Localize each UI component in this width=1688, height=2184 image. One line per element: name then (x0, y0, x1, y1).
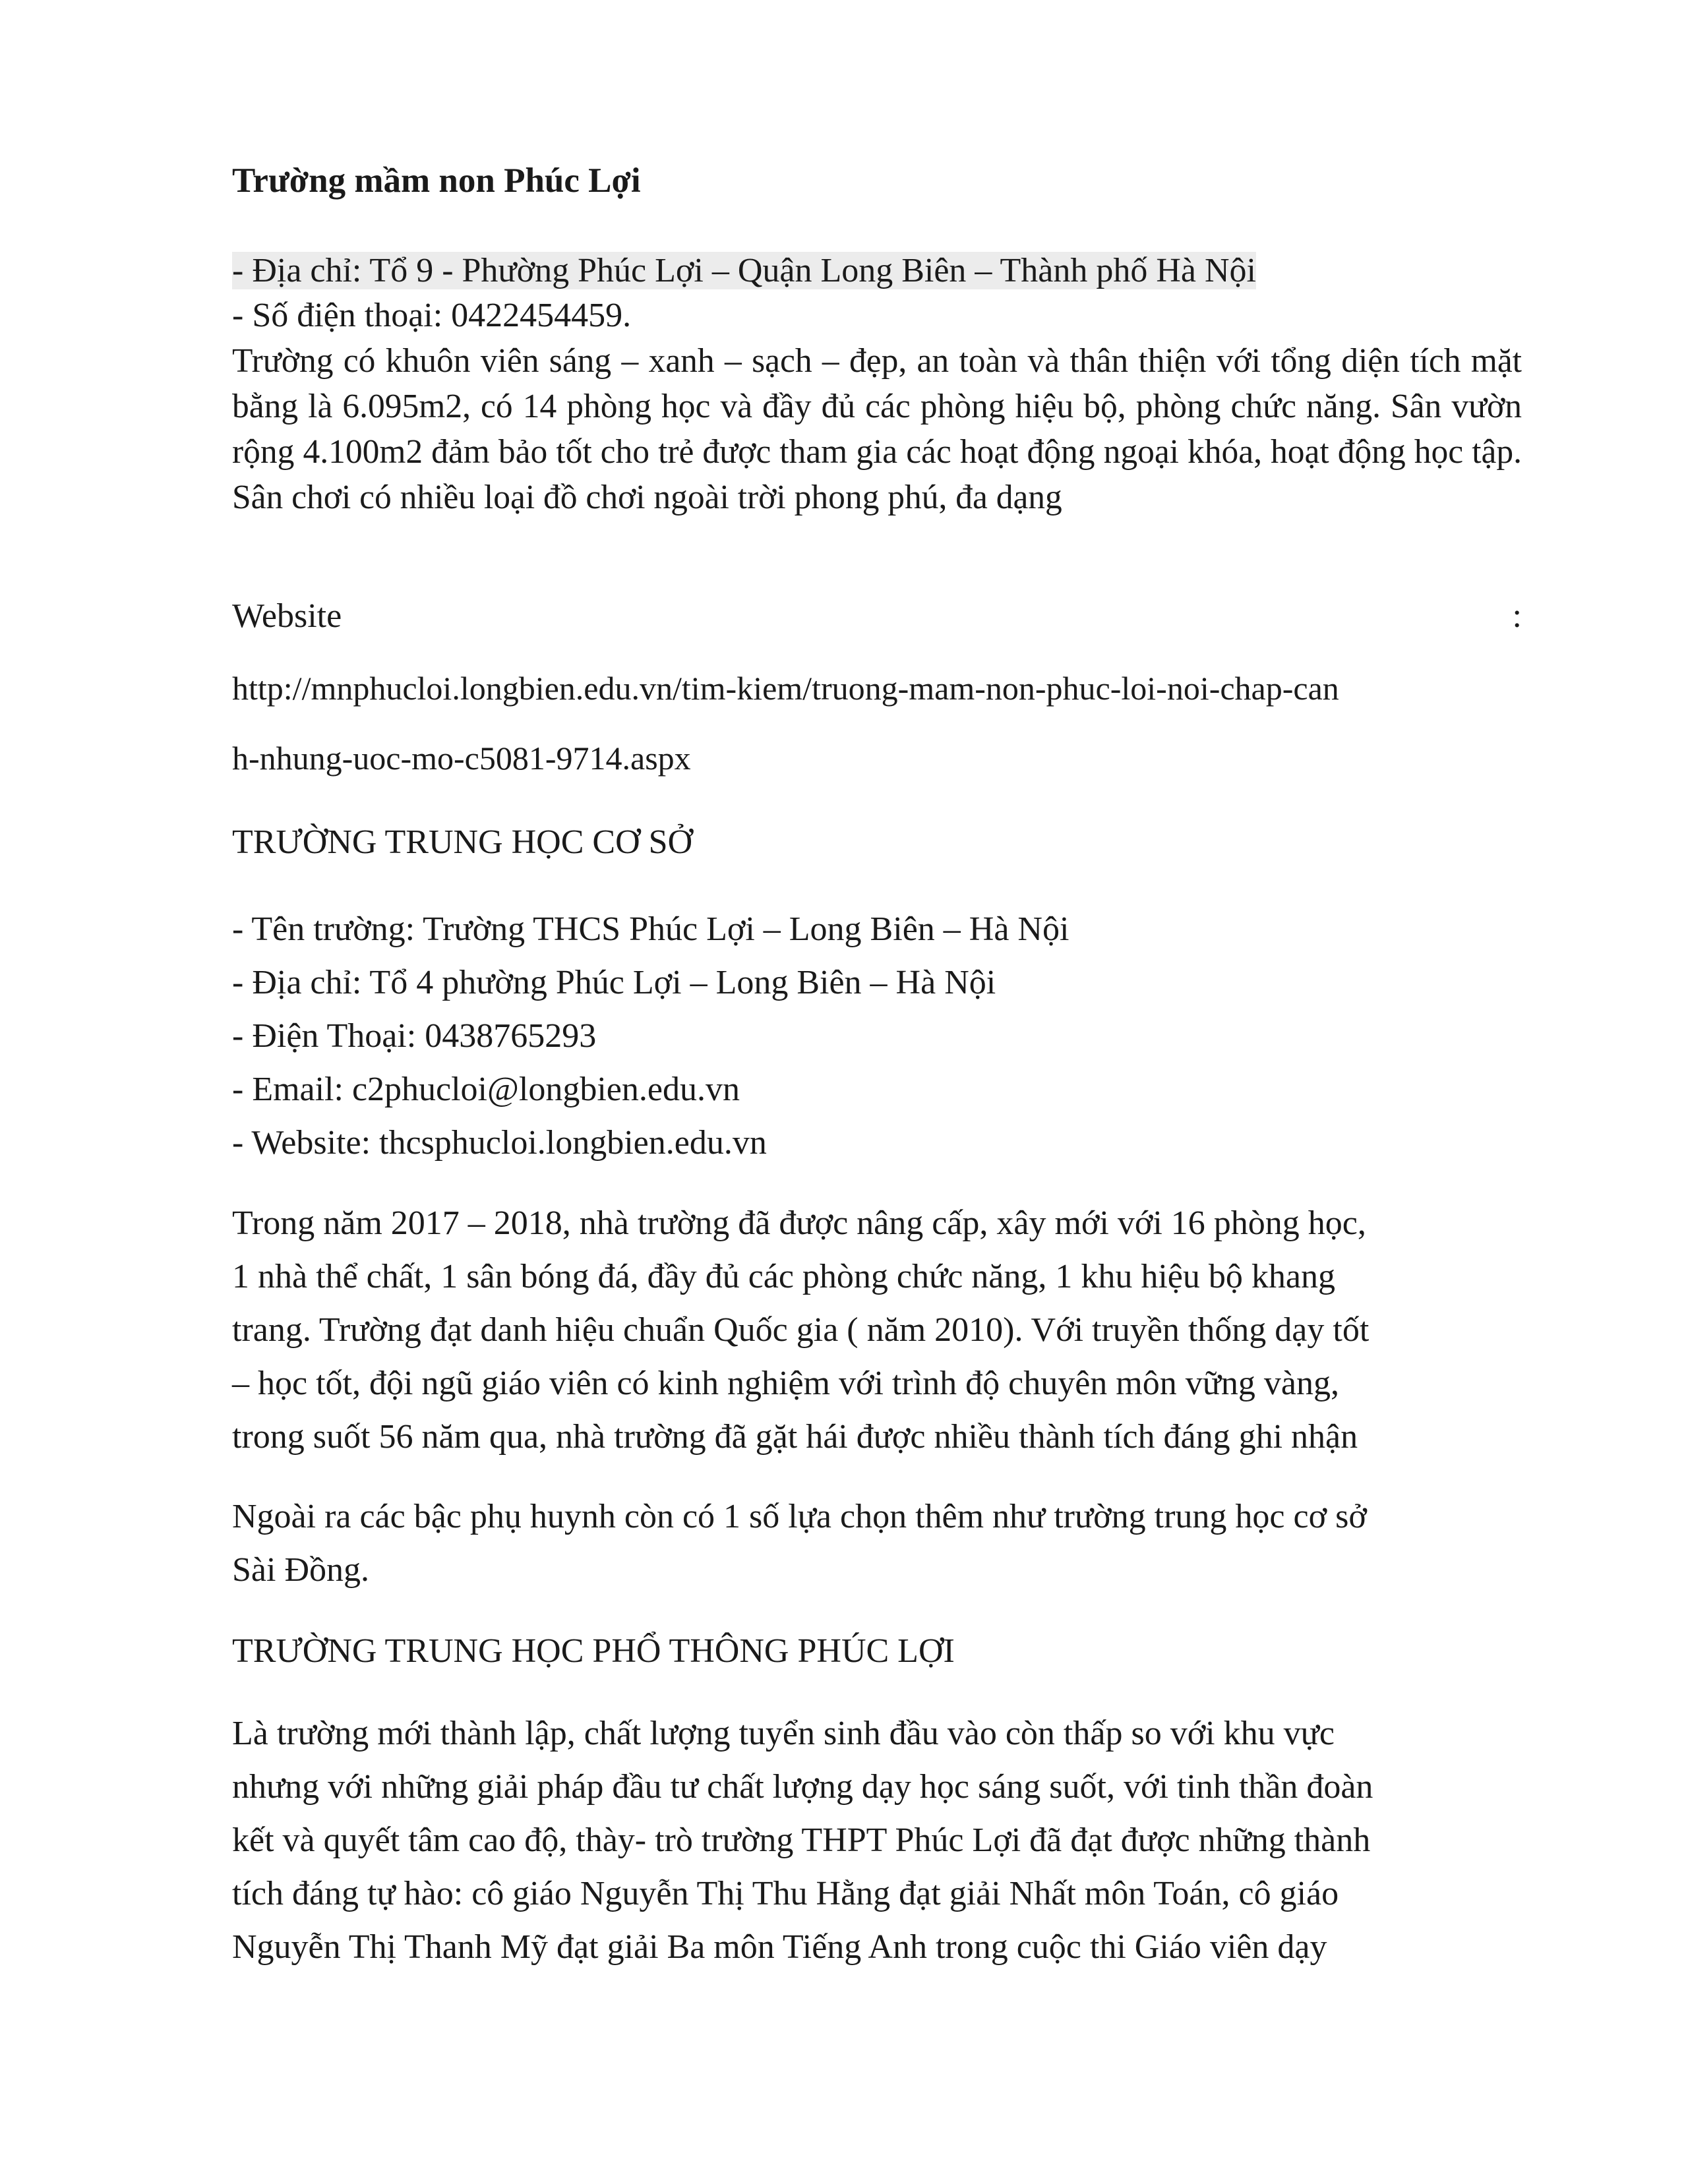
kindergarten-website-row (232, 593, 1522, 639)
secondary-heading: TRƯỜNG TRUNG HỌC CƠ SỞ (232, 823, 693, 861)
secondary-description-line: – học tốt, đội ngũ giáo viên có kinh nghiệm với trình độ chuyên môn vững vàng, (232, 1365, 1340, 1402)
document-page (232, 0, 1522, 2184)
secondary-name: - Tên trường: Trường THCS Phúc Lợi – Long Biên – Hà Nội (232, 910, 1070, 948)
highschool-description-line: Nguyễn Thị Thanh Mỹ đạt giải Ba môn Tiếng Anh trong cuộc thi Giáo viên dạy (232, 1928, 1327, 1966)
highschool-description-line: kết và quyết tâm cao độ, thày- trò trường THPT Phúc Lợi đã đạt được những thành (232, 1821, 1371, 1859)
website-colon: : (1512, 597, 1522, 635)
kindergarten-address-line (232, 248, 1522, 293)
secondary-description-line: 1 nhà thể chất, 1 sân bóng đá, đầy đủ các phòng chức năng, 1 khu hiệu bộ khang (232, 1258, 1335, 1295)
secondary-email: - Email: c2phucloi@longbien.edu.vn (232, 1071, 740, 1108)
secondary-website: - Website: thcsphucloi.longbien.edu.vn (232, 1124, 767, 1162)
kindergarten-website-url-line1: http://mnphucloi.longbien.edu.vn/tim-kiem/truong-mam-non-phuc-loi-noi-chap-can (232, 670, 1339, 707)
secondary-address: - Địa chỉ: Tổ 4 phường Phúc Lợi – Long Biên – Hà Nội (232, 964, 996, 1001)
secondary-other-line: Sài Đồng. (232, 1551, 369, 1589)
secondary-description-line: trong suốt 56 năm qua, nhà trường đã gặt hái được nhiều thành tích đáng ghi nhận (232, 1418, 1358, 1456)
kindergarten-description: Trường có khuôn viên sáng – xanh – sạch – đẹp, an toàn và thân thiện với tổng diện tích mặt bằng là 6.095m2, có 14 phòng học và đầy đủ các phòng hiệu bộ, phòng chức năng. Sân vườn rộng 4.100m2 đảm bảo tốt cho trẻ được tham gia các hoạt động ngoại khóa, hoạt động học tập. Sân chơi có nhiều loại đồ chơi ngoài trời phong phú, đa dạng (232, 342, 1522, 516)
kindergarten-phone: - Số điện thoại: 0422454459. (232, 297, 632, 334)
kindergarten-title: Trường mầm non Phúc Lợi (232, 162, 641, 200)
website-label: Website (232, 597, 342, 635)
highschool-description-line: tích đáng tự hào: cô giáo Nguyễn Thị Thu Hằng đạt giải Nhất môn Toán, cô giáo (232, 1875, 1339, 1912)
highschool-description-line: nhưng với những giải pháp đầu tư chất lượng dạy học sáng suốt, với tinh thần đoàn (232, 1768, 1373, 1806)
highschool-description-line: Là trường mới thành lập, chất lượng tuyển sinh đầu vào còn thấp so với khu vực (232, 1715, 1335, 1752)
secondary-other-line: Ngoài ra các bậc phụ huynh còn có 1 số lựa chọn thêm như trường trung học cơ sở (232, 1498, 1367, 1535)
secondary-phone: - Điện Thoại: 0438765293 (232, 1017, 597, 1055)
secondary-description-line: trang. Trường đạt danh hiệu chuẩn Quốc gia ( năm 2010). Với truyền thống dạy tốt (232, 1311, 1370, 1349)
highschool-heading: TRƯỜNG TRUNG HỌC PHỔ THÔNG PHÚC LỢI (232, 1632, 955, 1670)
kindergarten-website-url-line2: h-nhung-uoc-mo-c5081-9714.aspx (232, 740, 691, 777)
kindergarten-address: - Địa chỉ: Tổ 9 - Phường Phúc Lợi – Quận Long Biên – Thành phố Hà Nội (232, 252, 1256, 289)
secondary-description-line: Trong năm 2017 – 2018, nhà trường đã được nâng cấp, xây mới với 16 phòng học, (232, 1204, 1366, 1242)
